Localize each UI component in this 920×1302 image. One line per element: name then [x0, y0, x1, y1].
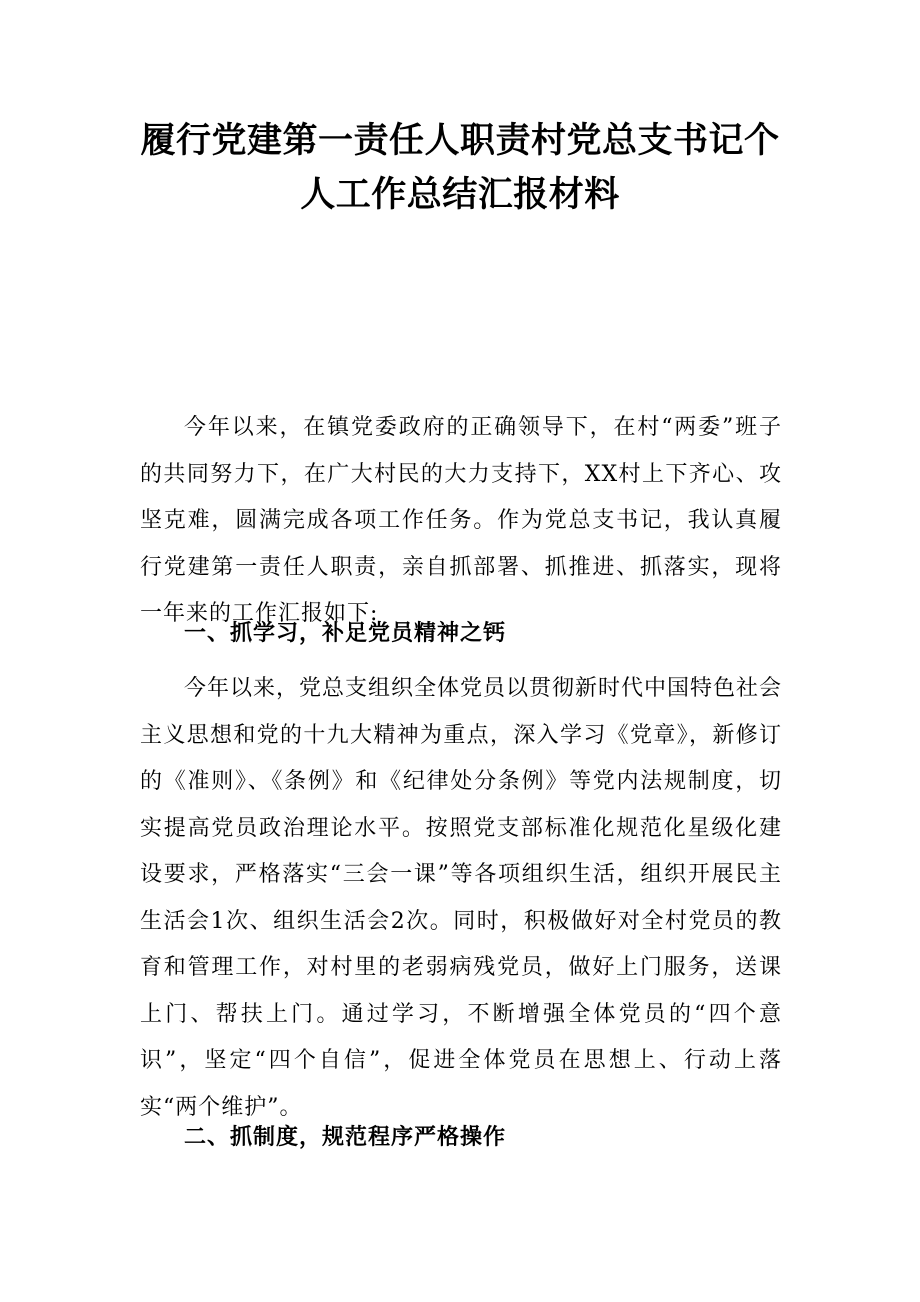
document-title-line-2: 人工作总结汇报材料 [300, 174, 620, 215]
document-title [110, 114, 810, 222]
intro-paragraph: 今年以来，在镇党委政府的正确领导下，在村“两委”班子的共同努力下，在广大村民的大力支持下，XX村上下齐心、攻坚克难，圆满完成各项工作任务。作为党总支书记，我认真履行党建第一责任人职责，亲自抓部署、抓推进、抓落实，现将一年来的工作汇报如下: [140, 415, 782, 626]
section-heading-1: 一、抓学习，补足党员精神之钙 [184, 620, 507, 646]
section-heading-2: 二、抓制度，规范程序严格操作 [184, 1124, 507, 1150]
document-title-line-1: 履行党建第一责任人职责村党总支书记个 [140, 120, 780, 161]
study-paragraph: 今年以来，党总支组织全体党员以贯彻新时代中国特色社会主义思想和党的十九大精神为重点，深入学习《党章》，新修订的《准则》、《条例》和《纪律处分条例》等党内法规制度，切实提高党员政治理论水平。按照党支部标准化规范化星级化建设要求，严格落实“三会一课”等各项组织生活，组织开展民主生活会1次、组织生活会2次。同时，积极做好对全村党员的教育和管理工作，对村里的老弱病残党员，做好上门服务，送课上门、帮扶上门。通过学习，不断增强全体党员的“四个意识”，坚定“四个自信”，促进全体党员在思想上、行动上落实“两个维护”。 [140, 676, 783, 1120]
